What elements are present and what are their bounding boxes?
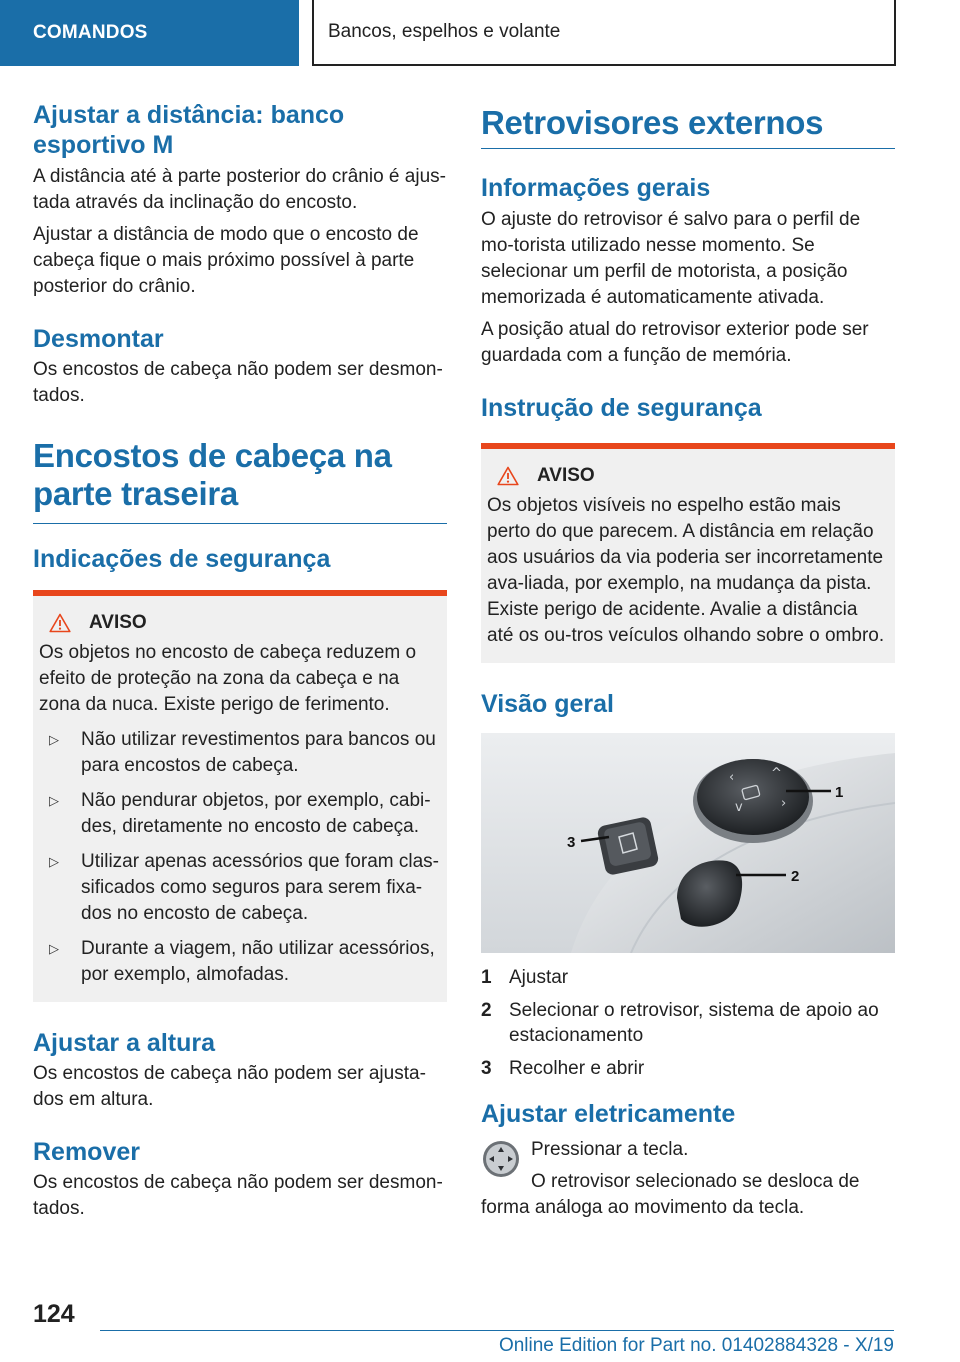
warning-title: AVISO xyxy=(89,612,147,633)
heading-safety-notes: Indicações de segurança xyxy=(33,545,331,573)
heading-rule xyxy=(481,148,895,149)
paragraph-remove: Os encostos de cabeça não podem ser desmon-tados. xyxy=(33,1172,443,1219)
svg-text:^: ^ xyxy=(771,766,782,781)
heading-distance: Ajustar a distância: banco esportivo M xyxy=(33,101,345,159)
left-column xyxy=(33,100,447,1222)
electric-adjust-block xyxy=(481,1137,895,1221)
warning-box xyxy=(481,443,895,663)
list-item: ▷ Durante a viagem, não utilizar acessórios, por exemplo, almofadas. xyxy=(39,936,441,988)
warning-header xyxy=(39,610,441,636)
heading-rule xyxy=(33,523,447,524)
callout-2: 2 xyxy=(791,868,800,885)
paragraph-electric-2: O retrovisor selecionado se desloca de forma análoga ao movimento da tecla. xyxy=(481,1171,860,1218)
right-column xyxy=(481,100,895,1221)
footer-rule xyxy=(100,1330,894,1331)
heading-desmontar: Desmontar xyxy=(33,325,164,353)
list-item: ▷ Utilizar apenas acessórios que foram clas-sificados como seguros para serem fixa-dos no encosto de cabeça. xyxy=(39,849,441,927)
warning-text: Os objetos no encosto de cabeça reduzem o efeito de proteção na zona da cabeça e na zona da nuca. Existe perigo de ferimento. xyxy=(39,642,417,715)
bullet-triangle-icon: ▷ xyxy=(49,854,59,869)
warning-box xyxy=(33,590,447,1002)
warning-bullet-list xyxy=(39,727,441,988)
section-title: Bancos, espelhos e volante xyxy=(312,0,896,66)
paragraph-general-1: O ajuste do retrovisor é salvo para o perfil de mo-torista utilizado nesse momento. Se selecionar um perfil de motorista, a posição memorizada é automaticamente ativada. xyxy=(481,209,861,308)
edition-note: Online Edition for Part no. 01402884328 - X/19 xyxy=(498,1335,894,1356)
mirror-controls-photo xyxy=(481,733,895,953)
bullet-triangle-icon: ▷ xyxy=(49,732,59,747)
heading-general-info: Informações gerais xyxy=(481,174,711,202)
warning-text: Os objetos visíveis no espelho estão mais perto do que parecem. A distância em relação aos usuários da via poderia ser incorretamente ava-liada, por exemplo, na mudança da pista. Existe perigo de acidente. Avalie a distância até os ou-tros veículos olhando sobre o ombro. xyxy=(487,495,885,646)
list-item: 3 Recolher e abrir xyxy=(481,1058,645,1079)
list-item: 1 Ajustar xyxy=(481,967,569,988)
paragraph-height: Os encostos de cabeça não podem ser ajusta-dos em altura. xyxy=(33,1063,426,1110)
heading-external-mirrors: Retrovisores externos xyxy=(481,104,824,141)
heading-electric-adjust: Ajustar eletricamente xyxy=(481,1100,736,1128)
figure-legend xyxy=(481,965,895,1081)
svg-text:v: v xyxy=(735,800,743,815)
warning-title: AVISO xyxy=(537,465,595,486)
svg-text:‹: ‹ xyxy=(729,770,735,785)
warning-triangle-icon xyxy=(49,613,71,633)
list-item: ▷ Não pendurar objetos, por exemplo, cabi-des, diretamente no encosto de cabeça. xyxy=(39,788,441,840)
callout-1: 1 xyxy=(835,784,844,801)
bullet-triangle-icon: ▷ xyxy=(49,793,59,808)
bullet-triangle-icon: ▷ xyxy=(49,941,59,956)
chapter-tab: COMANDOS xyxy=(0,0,299,66)
list-item: ▷ Não utilizar revestimentos para bancos ou para encostos de cabeça. xyxy=(39,727,441,779)
paragraph-desmontar: Os encostos de cabeça não podem ser desmon-tados. xyxy=(33,359,443,406)
paragraph-electric-1: Pressionar a tecla. xyxy=(531,1139,689,1160)
warning-header xyxy=(487,463,889,489)
svg-text:›: › xyxy=(781,796,787,811)
heading-rear-headrests: Encostos de cabeça na parte traseira xyxy=(33,437,392,512)
heading-remove: Remover xyxy=(33,1138,140,1166)
paragraph-distance-2: Ajustar a distância de modo que o encosto de cabeça fique o mais próximo possível à parte posterior do crânio. xyxy=(33,224,419,297)
warning-triangle-icon xyxy=(497,466,519,486)
page-number: 124 xyxy=(33,1300,75,1328)
callout-3: 3 xyxy=(567,834,576,851)
paragraph-general-2: A posição atual do retrovisor exterior pode ser guardada com a função de memória. xyxy=(481,319,869,366)
paragraph-distance-1: A distância até à parte posterior do crânio é ajus-tada através da inclinação do encosto. xyxy=(33,166,446,213)
heading-height: Ajustar a altura xyxy=(33,1029,216,1057)
heading-overview: Visão geral xyxy=(481,690,614,718)
mirror-adjust-button-icon xyxy=(481,1139,521,1179)
heading-safety-instruction: Instrução de segurança xyxy=(481,394,762,422)
list-item: 2 Selecionar o retrovisor, sistema de apoio ao estacionamento xyxy=(481,1000,879,1046)
